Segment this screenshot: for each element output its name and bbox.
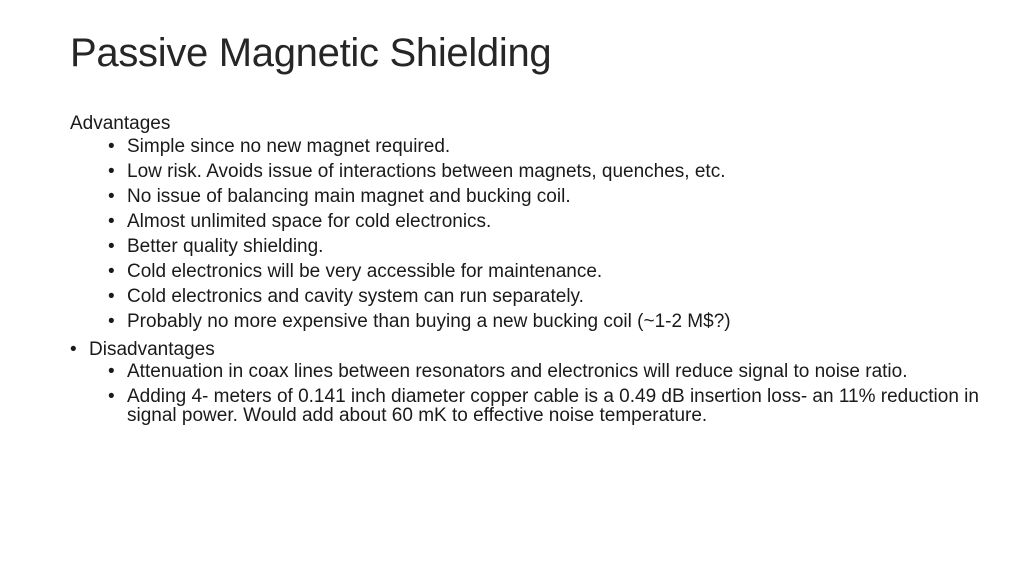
disadvantages-heading-text: Disadvantages <box>89 339 215 360</box>
bullet-icon: • <box>108 161 115 182</box>
bullet-icon: • <box>108 286 115 307</box>
bullet-icon: • <box>108 261 115 282</box>
list-item-text: Better quality shielding. <box>127 236 324 257</box>
bullet-icon: • <box>108 386 115 407</box>
advantages-heading: Advantages <box>70 113 171 134</box>
list-item <box>70 286 980 307</box>
list-item-text: Cold electronics and cavity system can run separately. <box>127 286 584 307</box>
bullet-icon: • <box>108 236 115 257</box>
bullet-icon: • <box>108 136 115 157</box>
list-item <box>70 161 980 182</box>
list-item <box>70 211 980 232</box>
list-item <box>70 236 980 257</box>
disadvantages-heading <box>70 338 980 362</box>
bullet-icon: • <box>70 339 77 360</box>
bullet-icon: • <box>108 361 115 382</box>
list-item <box>70 362 980 381</box>
bullet-icon: • <box>108 186 115 207</box>
list-item <box>70 136 980 157</box>
disadvantages-list <box>70 362 980 425</box>
list-item-text: No issue of balancing main magnet and bucking coil. <box>127 186 571 207</box>
advantages-list <box>70 136 980 332</box>
list-item <box>70 261 980 282</box>
list-item <box>70 387 980 425</box>
list-item <box>70 311 980 332</box>
list-item-text: Almost unlimited space for cold electronics. <box>127 211 492 232</box>
list-item-text: Cold electronics will be very accessible for maintenance. <box>127 261 603 282</box>
list-item-text: Adding 4- meters of 0.141 inch diameter copper cable is a 0.49 dB insertion loss- an 11% reduction in signal power. Would add about 60 mK to effective noise temperature. <box>127 386 979 426</box>
list-item-text: Low risk. Avoids issue of interactions between magnets, quenches, etc. <box>127 161 726 182</box>
list-item-text: Probably no more expensive than buying a new bucking coil (~1-2 M$?) <box>127 311 731 332</box>
slide-title: Passive Magnetic Shielding <box>70 31 552 75</box>
bullet-icon: • <box>108 311 115 332</box>
bullet-icon: • <box>108 211 115 232</box>
list-item-text: Attenuation in coax lines between resonators and electronics will reduce signal to noise ratio. <box>127 361 908 382</box>
list-item <box>70 186 980 207</box>
slide-body <box>70 112 980 431</box>
list-item-text: Simple since no new magnet required. <box>127 136 451 157</box>
